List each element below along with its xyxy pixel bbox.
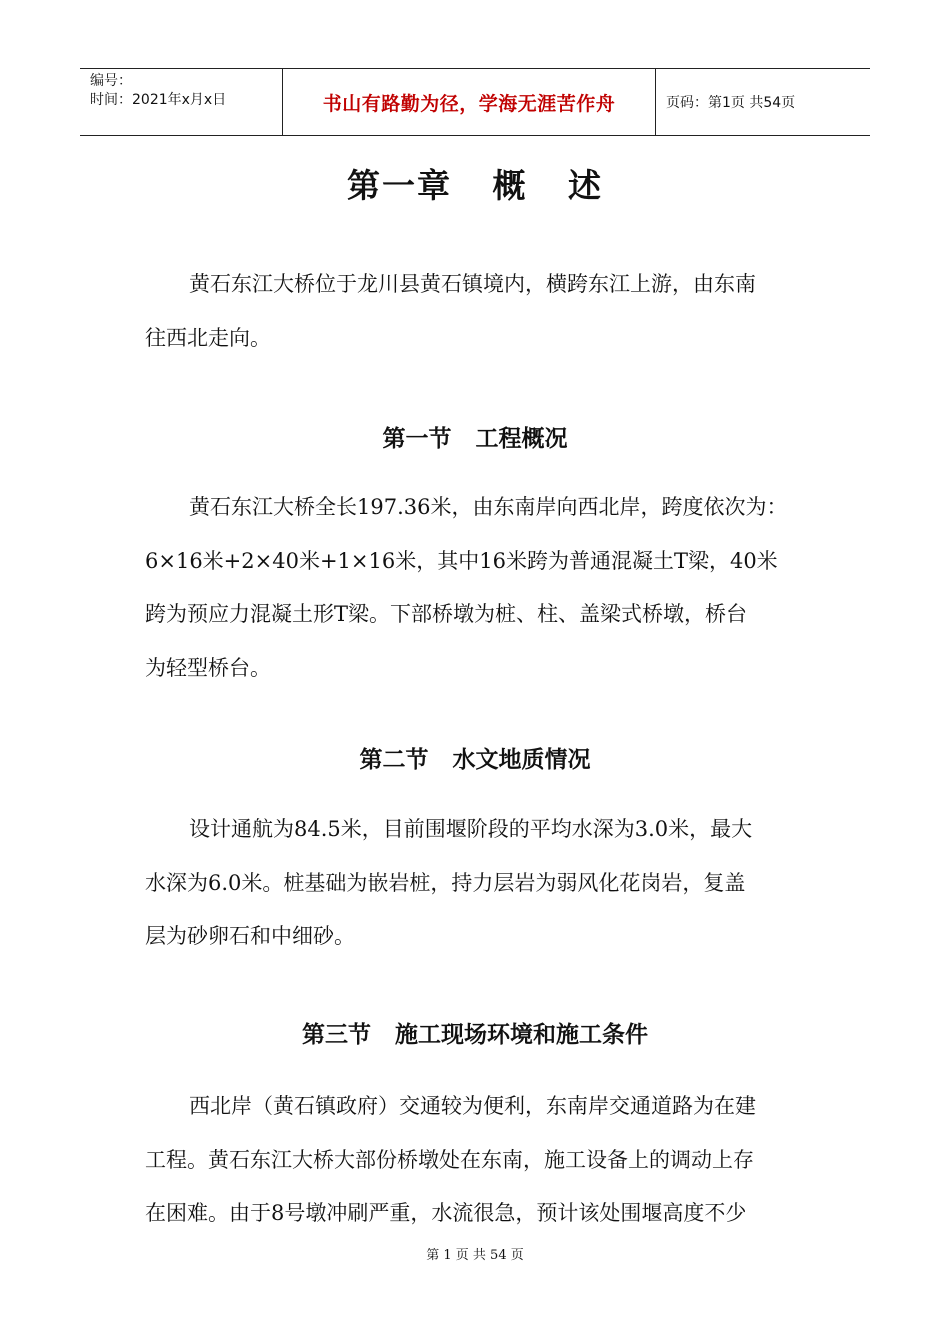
- intro-paragraph: [145, 258, 807, 365]
- paragraph-line: 黄石东江大桥全长197.36米，由东南岸向西北岸，跨度依次为：: [189, 495, 788, 519]
- document-header: [80, 68, 870, 136]
- section-paragraph: [145, 803, 807, 964]
- date-label: 时间：2021年x月x日: [90, 92, 227, 108]
- section-paragraph: [145, 481, 807, 695]
- paragraph-line: 在困难。由于8号墩冲刷严重，水流很急，预计该处围堰高度不少: [145, 1201, 747, 1225]
- section-title: 第一节 工程概况: [382, 425, 568, 452]
- paragraph-line: 水深为6.0米。桩基础为嵌岩桩，持力层岩为弱风化花岗岩，复盖: [145, 870, 746, 895]
- chapter-title: 第一章 概 述: [347, 166, 603, 205]
- header-meta: [80, 69, 282, 135]
- section-title: 第二节 水文地质情况: [359, 746, 591, 773]
- paragraph-line: 黄石东江大桥位于龙川县黄石镇境内，横跨东江上游，由东南: [189, 272, 756, 296]
- paragraph-line: 6×16米+2×40米+1×16米，其中16米跨为普通混凝土T梁，40米: [145, 548, 778, 573]
- section-title: 第三节 施工现场环境和施工条件: [301, 1021, 649, 1048]
- paragraph-line: 设计通航为84.5米，目前围堰阶段的平均水深为3.0米，最大: [189, 817, 753, 841]
- header-motto: 书山有路勤为径，学海无涯苦作舟: [282, 69, 656, 135]
- section-paragraph: [145, 1080, 807, 1241]
- paragraph-line: 西北岸（黄石镇政府）交通较为便利，东南岸交通道路为在建: [189, 1094, 756, 1118]
- paragraph-line: 往西北走向。: [145, 325, 271, 350]
- paragraph-line: 为轻型桥台。: [145, 655, 271, 680]
- paragraph-line: 跨为预应力混凝土形T梁。下部桥墩为桩、柱、盖梁式桥墩，桥台: [145, 602, 748, 626]
- serial-number-label: 编号：: [90, 73, 132, 89]
- page-footer: 第 1 页 共 54 页: [426, 1248, 524, 1263]
- paragraph-line: 工程。黄石东江大桥大部份桥墩处在东南，施工设备上的调动上存: [145, 1147, 754, 1172]
- paragraph-line: 层为砂卵石和中细砂。: [145, 924, 355, 948]
- header-page-info: 页码：第1页 共54页: [666, 95, 796, 111]
